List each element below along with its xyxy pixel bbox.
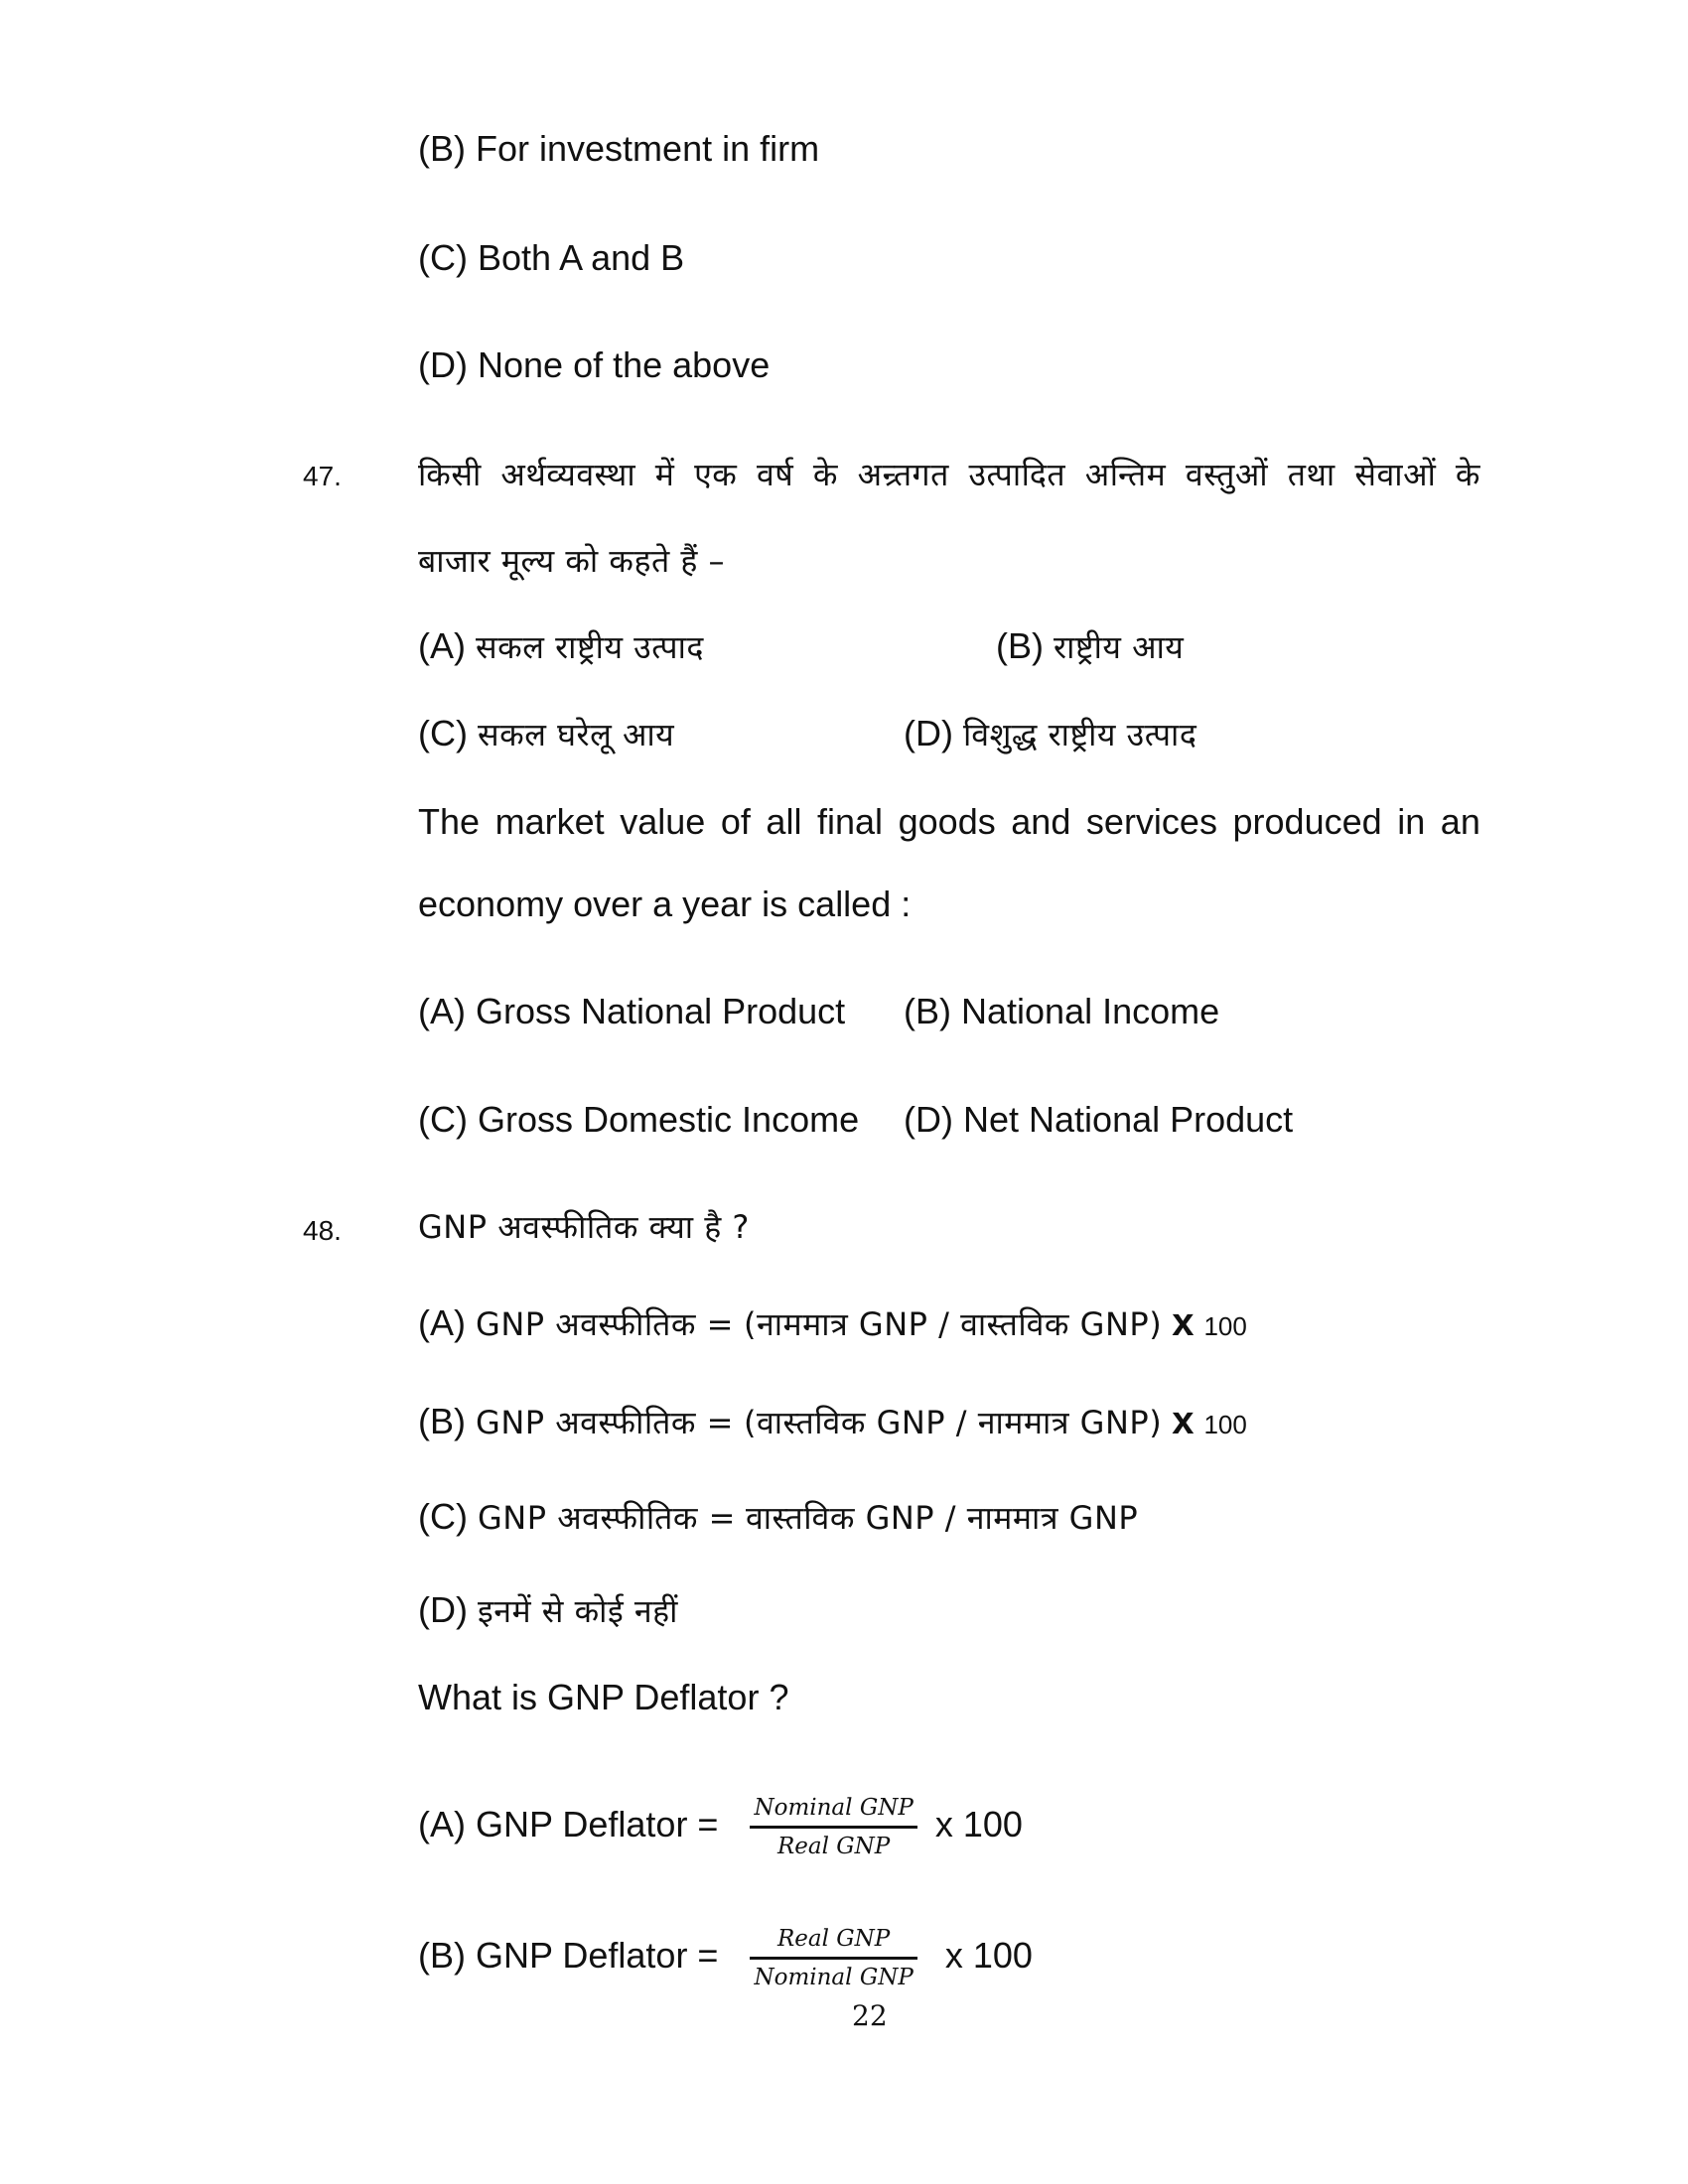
option-text: सकल घरेलू आय — [478, 716, 675, 753]
option-rhs: (वास्तविक GNP / नाममात्र GNP) — [743, 1404, 1163, 1441]
option-b-prev — [418, 127, 819, 171]
word: and — [1011, 801, 1071, 842]
option-label: (B) — [418, 1401, 466, 1441]
q47-english-line1 — [418, 800, 1480, 844]
fraction-denominator: Nominal GNP — [754, 1965, 914, 1990]
option-lhs: GNP अवस्फीतिक = — [478, 1499, 736, 1537]
q47-hindi-line2: बाजार मूल्य को कहते हैं – — [418, 542, 726, 580]
word: value — [620, 801, 706, 842]
option-lhs: GNP अवस्फीतिक = — [476, 1305, 734, 1343]
word: produced — [1232, 801, 1382, 842]
option-label: (B) — [904, 991, 951, 1031]
option-label: (C) — [418, 1496, 468, 1537]
q47-hindi-option-b — [996, 624, 1184, 669]
fraction — [750, 1924, 916, 1992]
option-text: For investment in firm — [476, 128, 820, 169]
option-label: (A) — [418, 1804, 466, 1845]
option-label: (A) — [418, 1302, 466, 1343]
option-rhs: (नाममात्र GNP / वास्तविक GNP) — [743, 1305, 1163, 1343]
option-label: (D) — [418, 1589, 468, 1630]
option-label: (D) — [904, 713, 953, 753]
q48-english-question: What is GNP Deflator ? — [418, 1677, 789, 1717]
word: final — [817, 801, 884, 842]
option-label: (A) — [418, 991, 466, 1031]
fraction — [750, 1793, 916, 1861]
word: services — [1085, 801, 1217, 842]
question-number-48: 48. — [303, 1215, 342, 1246]
q47-english-option-c — [418, 1098, 859, 1142]
q47-english-option-d — [904, 1098, 1293, 1142]
option-d-prev — [418, 343, 770, 387]
option-text: Both A and B — [478, 237, 685, 278]
option-text: Net National Product — [963, 1099, 1294, 1140]
option-lhs: GNP Deflator = — [476, 1935, 719, 1977]
word: an — [1440, 801, 1480, 842]
option-lhs: GNP अवस्फीतिक = — [476, 1404, 734, 1441]
q47-hindi-option-a — [418, 624, 704, 669]
multiply-sign: x — [1172, 1399, 1195, 1442]
q48-english-option-a — [418, 1793, 1023, 1861]
option-text: राष्ट्रीय आय — [1054, 628, 1185, 666]
multiply-sign: x — [1172, 1300, 1195, 1344]
q47-english-line2: economy over a year is called : — [418, 884, 912, 924]
option-text: National Income — [961, 991, 1220, 1031]
option-text: Gross Domestic Income — [478, 1099, 860, 1140]
option-text: विशुद्ध राष्ट्रीय उत्पाद — [963, 716, 1197, 753]
q47-english-option-b — [904, 990, 1219, 1033]
option-c-prev — [418, 236, 684, 280]
option-label: (C) — [418, 1099, 468, 1140]
option-lhs: GNP Deflator = — [476, 1804, 719, 1845]
option-label: (D) — [418, 344, 468, 385]
option-rhs: वास्तविक GNP / नाममात्र GNP — [745, 1499, 1139, 1537]
word: goods — [898, 801, 996, 842]
q47-hindi-option-c — [418, 712, 674, 756]
q48-hindi-option-a — [418, 1300, 1247, 1348]
option-label: (C) — [418, 713, 468, 753]
q48-hindi-option-c — [418, 1495, 1138, 1540]
option-text: None of the above — [478, 344, 771, 385]
q47-hindi-option-d — [904, 712, 1196, 756]
option-text: इनमें से कोई नहीं — [478, 1592, 678, 1630]
q47-hindi-line1: किसी अर्थव्यवस्था में एक वर्ष के अन्र्तगत उत्पादित अन्तिम वस्तुओं तथा सेवाओं के — [418, 456, 1480, 493]
q47-english-option-a — [418, 990, 845, 1033]
multiplier: 100 — [1203, 1410, 1247, 1439]
multiplier: x 100 — [934, 1804, 1023, 1845]
fraction-numerator: Nominal GNP — [754, 1795, 914, 1821]
q48-hindi-question: GNP अवस्फीतिक क्या है ? — [418, 1208, 750, 1246]
option-label: (B) — [996, 625, 1044, 666]
multiplier: x 100 — [944, 1935, 1033, 1977]
option-label: (C) — [418, 237, 468, 278]
q48-hindi-option-d — [418, 1588, 678, 1633]
page-number: 22 — [852, 1999, 888, 2032]
word: of — [720, 801, 751, 842]
option-label: (B) — [418, 1935, 466, 1977]
word: all — [766, 801, 802, 842]
word: The — [418, 801, 481, 842]
fraction-denominator: Real GNP — [776, 1834, 891, 1859]
q48-hindi-option-b — [418, 1399, 1247, 1446]
option-text: Gross National Product — [476, 991, 846, 1031]
option-label: (B) — [418, 128, 466, 169]
fraction-numerator: Real GNP — [776, 1926, 891, 1952]
option-label: (A) — [418, 625, 466, 666]
option-label: (D) — [904, 1099, 953, 1140]
word: market — [494, 801, 605, 842]
word: in — [1397, 801, 1426, 842]
multiplier: 100 — [1203, 1311, 1247, 1341]
question-number-47: 47. — [303, 461, 342, 491]
option-text: सकल राष्ट्रीय उत्पाद — [476, 628, 704, 666]
q48-english-option-b — [418, 1924, 1033, 1992]
